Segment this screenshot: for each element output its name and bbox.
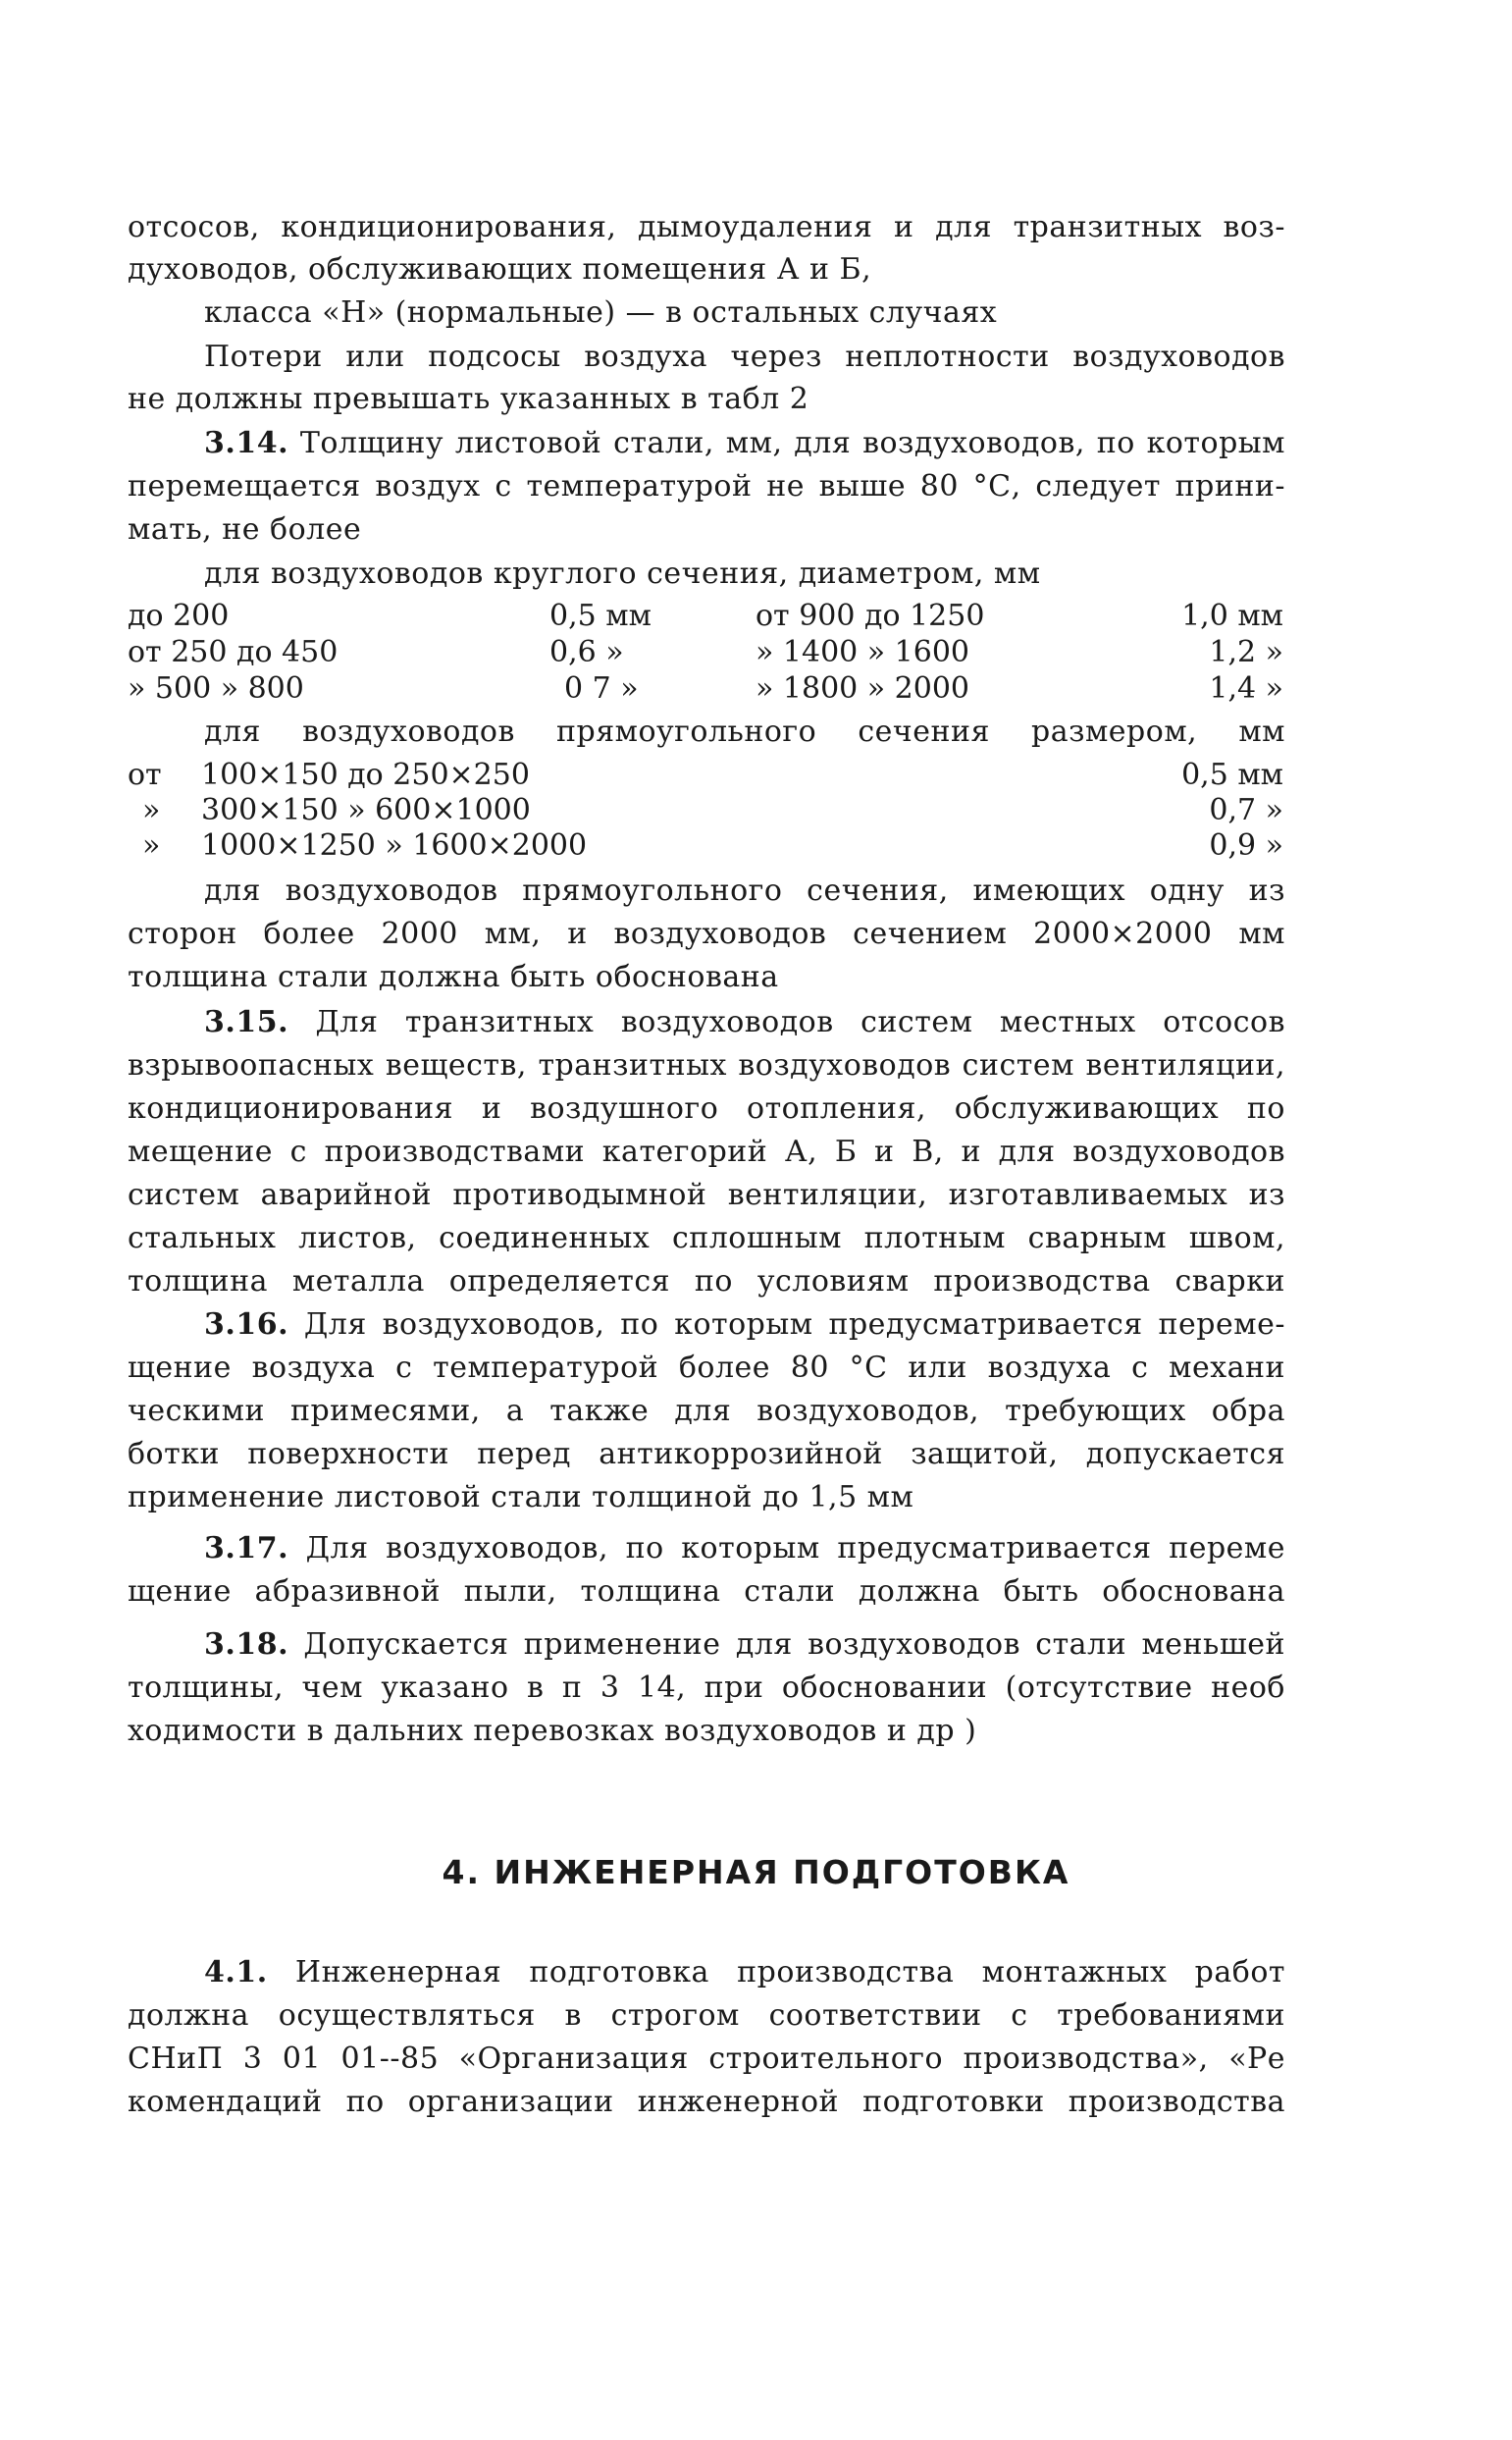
clause-number: 3.17. [204,1531,289,1565]
rect-section-intro: для воздуховодов прямоугольного сечения размером, мм [204,715,1285,749]
table-cell: 0,5 мм [1181,758,1283,792]
clause-3-15-line [204,1001,1285,1044]
table-cell: 300×150 » 600×1000 [201,793,531,827]
table-cell: 0,5 мм [549,599,652,633]
text-line: кондиционирования и воздушного отопления, обслуживающих по [128,1091,1285,1126]
text-line: взрывоопасных веществ, транзитных воздуховодов систем вентиляции, [128,1048,1285,1083]
table-cell: от 250 до 450 [128,635,339,669]
table-cell: » 1400 » 1600 [756,635,970,669]
clause-text: Толщину листовой стали, мм, для воздуховодов, по которым [288,426,1285,460]
clause-3-14-line [204,422,1285,465]
table-cell: 1000×1250 » 1600×2000 [201,828,588,863]
table-cell: » 1800 » 2000 [756,671,970,706]
table-cell: 0,9 » [1209,828,1283,863]
text-line: комендаций по организации инженерной подготовки производства [128,2085,1285,2119]
clause-number: 3.14. [204,426,289,460]
table-cell: 1,4 » [1209,671,1283,706]
table-cell: » 500 » 800 [128,671,304,706]
text-line: СНиП 3 01 01--85 «Организация строительного производства», «Ре [128,2042,1285,2076]
clause-number: 3.15. [204,1005,289,1039]
clause-text: Для воздуховодов, по которым предусматривается переме- [288,1307,1285,1342]
text-line: сторон более 2000 мм, и воздуховодов сечением 2000×2000 мм [128,917,1285,951]
text-line: щение воздуха с температурой более 80 °С или воздуха с механи [128,1351,1285,1385]
text-line: должна осуществляться в строгом соответствии с требованиями [128,1998,1285,2033]
clause-number: 3.18. [204,1627,289,1662]
table-cell: 0,6 » [549,635,624,669]
clause-text: Для транзитных воздуховодов систем местных отсосов [288,1005,1285,1039]
text-line: ческими примесями, а также для воздуховодов, требующих обра [128,1394,1285,1428]
text-line: толщина металла определяется по условиям производства сварки [128,1264,1285,1299]
text-line: толщины, чем указано в п 3 14, при обосновании (отсутствие необ [128,1671,1285,1705]
text-line: стальных листов, соединенных сплошным плотным сварным швом, [128,1221,1285,1255]
table-cell: » [142,793,161,827]
section-heading: 4. ИНЖЕНЕРНАЯ ПОДГОТОВКА [442,1853,1070,1891]
text-line: толщина стали должна быть обоснована [128,960,779,994]
text-line: щение абразивной пыли, толщина стали должна быть обоснована [128,1574,1285,1609]
text-line: ходимости в дальних перевозках воздуховодов и др ) [128,1714,977,1748]
text-line: отсосов, кондиционирования, дымоудаления и для транзитных воз- [128,210,1285,244]
text-line: мещение с производствами категорий А, Б и В, и для воздуховодов [128,1135,1285,1169]
clause-text: Для воздуховодов, по которым предусматривается переме [288,1531,1285,1565]
clause-4-1-line [204,1951,1285,1994]
text-line: духоводов, обслуживающих помещения А и Б, [128,252,872,287]
table-cell: до 200 [128,599,230,633]
clause-number: 3.16. [204,1307,289,1342]
clause-text: Инженерная подготовка производства монтажных работ [267,1955,1285,1989]
text-line: перемещается воздух с температурой не выше 80 °С, следует прини- [128,469,1285,504]
text-line: класса «Н» (нормальные) — в остальных случаях [204,295,998,330]
text-line: мать, не более [128,512,362,547]
round-section-intro: для воздуховодов круглого сечения, диаметром, мм [204,557,1041,591]
text-line: для воздуховодов прямоугольного сечения, имеющих одну из [204,874,1285,908]
clause-3-16-line [204,1303,1285,1347]
clause-3-17-line [204,1527,1285,1570]
text-line: систем аварийной противодымной вентиляции, изготавливаемых из [128,1178,1285,1212]
table-cell: от 900 до 1250 [756,599,985,633]
clause-number: 4.1. [204,1955,268,1989]
text-line: применение листовой стали толщиной до 1,5 мм [128,1480,914,1514]
table-cell: 0,7 » [1209,793,1283,827]
clause-text: Допускается применение для воздуховодов стали меньшей [288,1627,1285,1662]
table-cell: » [142,828,161,863]
table-cell: 1,2 » [1209,635,1283,669]
table-cell: 100×150 до 250×250 [201,758,530,792]
text-line: ботки поверхности перед антикоррозийной защитой, допускается [128,1437,1285,1471]
clause-3-18-line [204,1623,1285,1667]
table-cell: от [128,758,162,792]
table-cell: 0 7 » [564,671,639,706]
text-line: не должны превышать указанных в табл 2 [128,382,809,416]
table-cell: 1,0 мм [1181,599,1283,633]
text-line: Потери или подсосы воздуха через неплотности воздуховодов [204,340,1285,374]
